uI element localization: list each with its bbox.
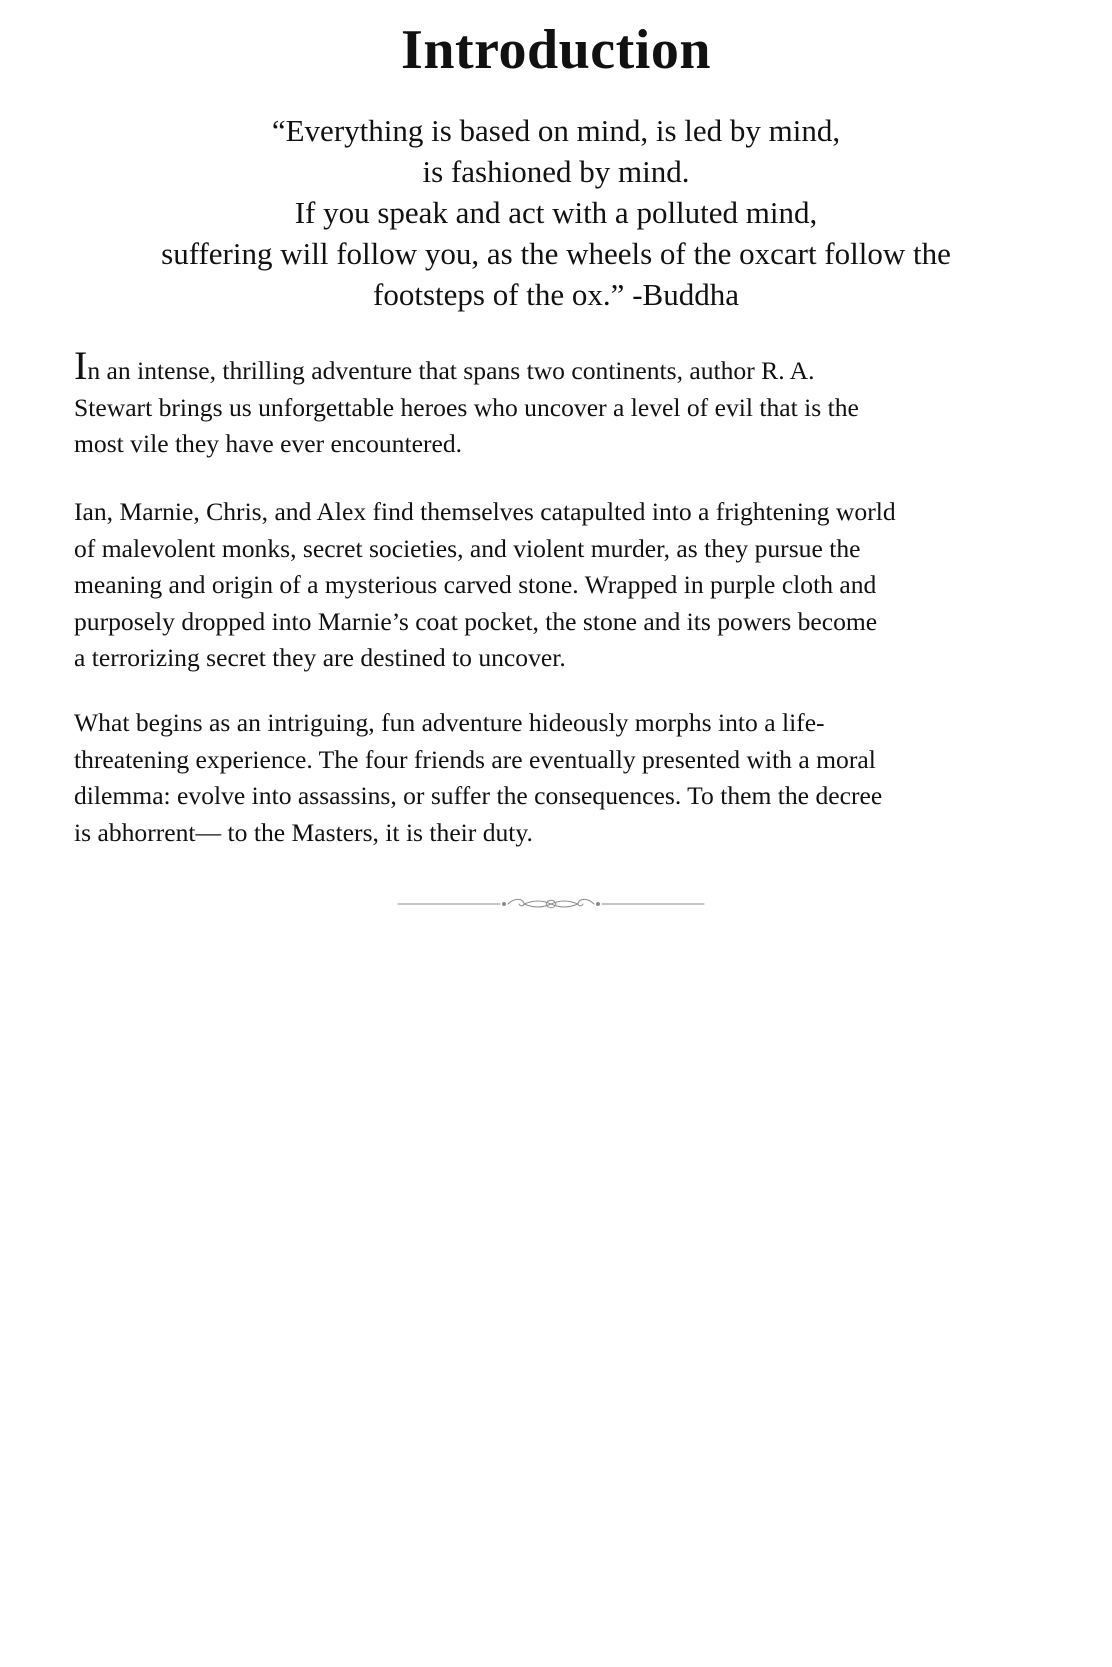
drop-cap: I bbox=[74, 343, 88, 388]
paragraph-line: of malevolent monks, secret societies, and violent murder, as they pursue the bbox=[74, 533, 861, 563]
flourish-divider-icon bbox=[396, 892, 706, 916]
paragraph-1 bbox=[74, 343, 1038, 463]
paragraph-line: purposely dropped into Marnie’s coat pocket, the stone and its powers become bbox=[74, 606, 878, 636]
paragraph-line: is abhorrent— to the Masters, it is their duty. bbox=[74, 817, 533, 847]
paragraph-3 bbox=[74, 705, 1038, 851]
epigraph-line: is fashioned by mind. bbox=[422, 154, 690, 189]
paragraph-line: What begins as an intriguing, fun adventure hideously morphs into a life- bbox=[74, 708, 825, 737]
paragraph-line: Ian, Marnie, Chris, and Alex find themselves catapulted into a frightening world bbox=[74, 497, 896, 526]
paragraph-line: Stewart brings us unforgettable heroes who uncover a level of evil that is the bbox=[74, 392, 859, 422]
paragraph-line bbox=[74, 343, 1038, 390]
paragraph-line-text: n an intense, thrilling adventure that spans two continents, author R. A. bbox=[87, 356, 815, 385]
epigraph-line: suffering will follow you, as the wheels of the oxcart follow the bbox=[161, 236, 951, 271]
paragraph-line: most vile they have ever encountered. bbox=[74, 429, 463, 458]
paragraph-line: dilemma: evolve into assassins, or suffer the consequences. To them the decree bbox=[74, 781, 883, 810]
epigraph-line: If you speak and act with a polluted mind, bbox=[294, 195, 818, 230]
paragraph-line: meaning and origin of a mysterious carved stone. Wrapped in purple cloth and bbox=[74, 570, 877, 599]
paragraph-2 bbox=[74, 494, 1038, 677]
epigraph-line: “Everything is based on mind, is led by mind, bbox=[271, 113, 841, 148]
epigraph-line: footsteps of the ox.” -Buddha bbox=[373, 277, 739, 312]
page-title: Introduction bbox=[401, 19, 711, 81]
paragraph-line: threatening experience. The four friends are eventually presented with a moral bbox=[74, 744, 876, 774]
epigraph bbox=[0, 110, 1112, 315]
paragraph-line: a terrorizing secret they are destined to uncover. bbox=[74, 643, 566, 672]
